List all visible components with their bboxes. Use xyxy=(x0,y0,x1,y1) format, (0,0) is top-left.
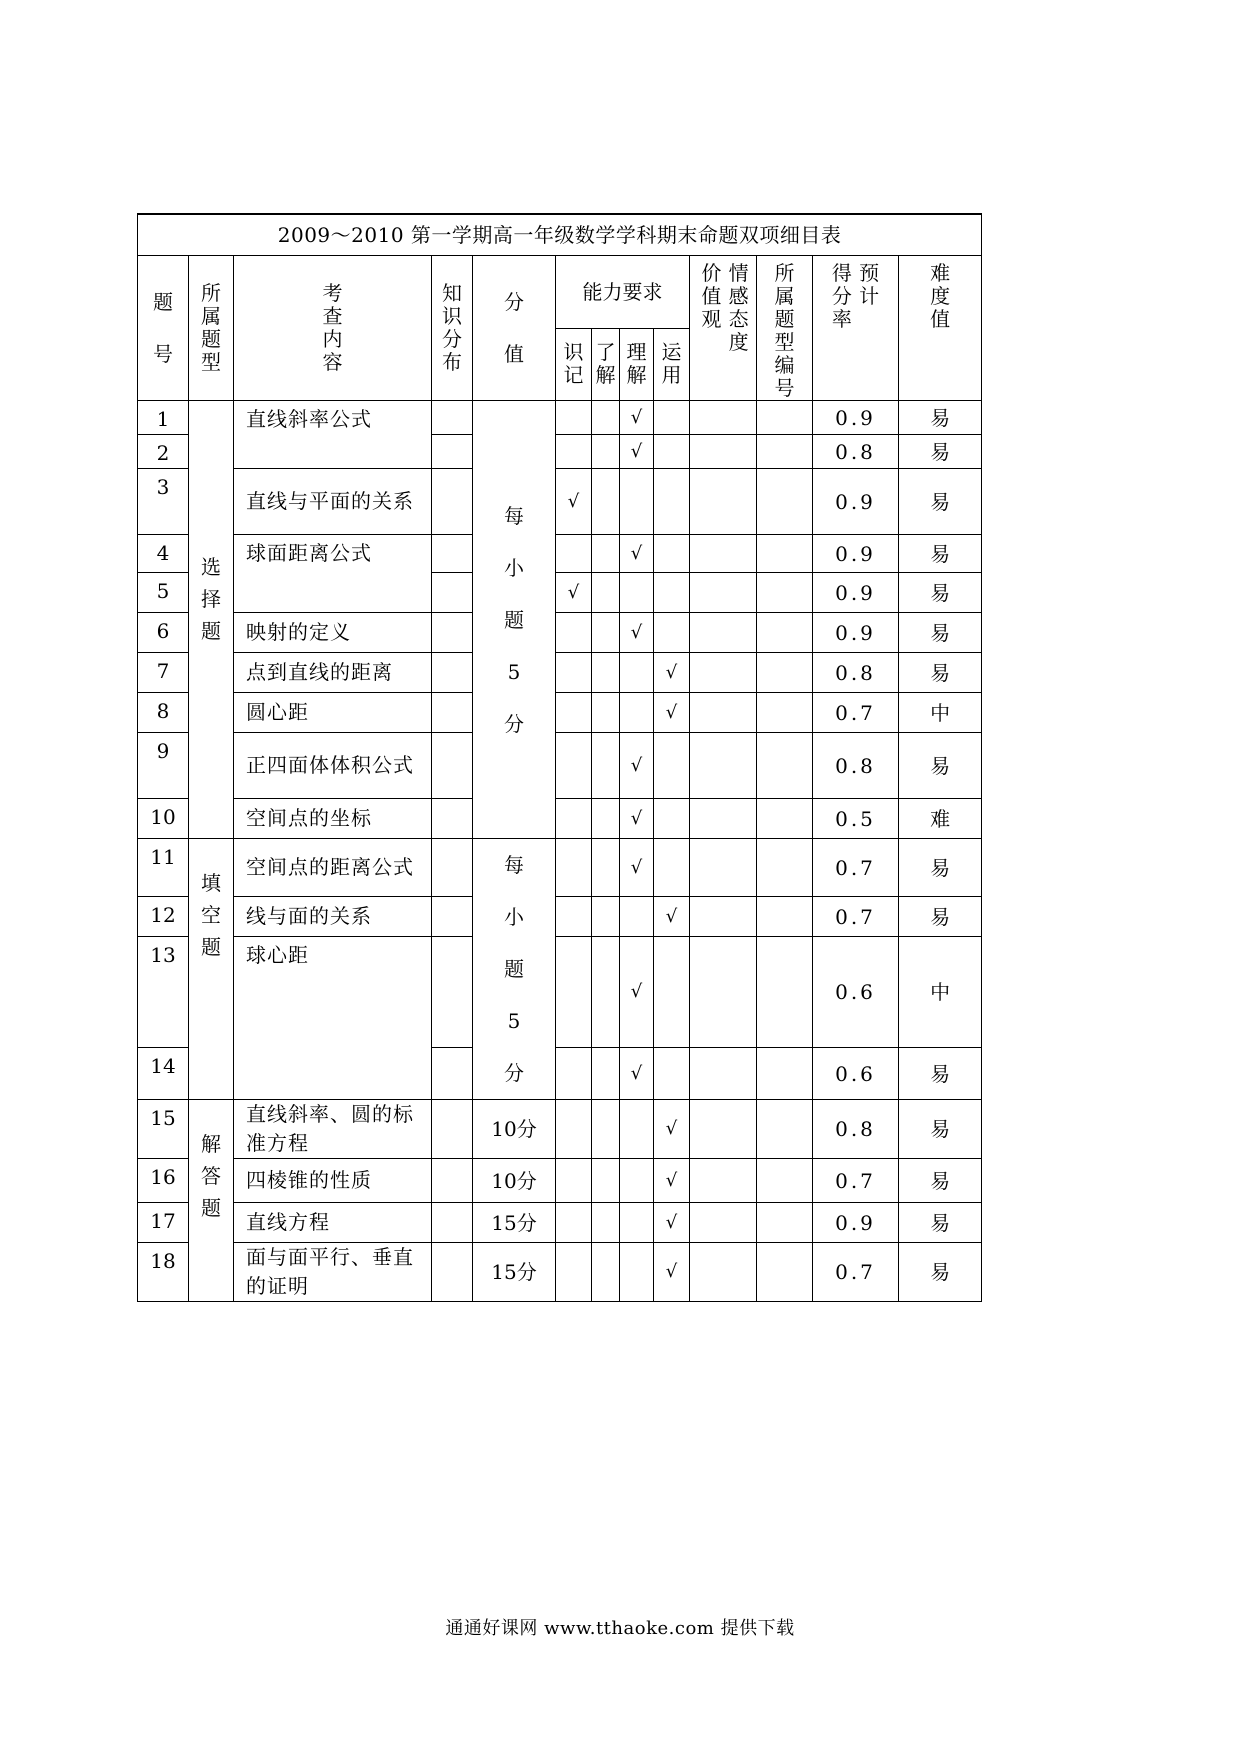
header-content: 考查内容 xyxy=(234,256,432,401)
cell-content: 球面距离公式 xyxy=(234,535,432,613)
cell-ability-2 xyxy=(620,653,654,693)
cell-question-number: 1 xyxy=(138,401,189,435)
table-row xyxy=(138,1203,982,1243)
cell-ability-0 xyxy=(556,897,592,937)
cell-value-attitude xyxy=(690,733,757,799)
table-row xyxy=(138,469,982,535)
cell-type-number xyxy=(757,1159,813,1203)
header-score: 分值 xyxy=(473,256,556,401)
cell-value-attitude xyxy=(690,1159,757,1203)
table-row xyxy=(138,653,982,693)
cell-question-number: 11 xyxy=(138,839,189,897)
cell-expected-rate: 0.9 xyxy=(813,573,899,613)
cell-expected-rate: 0.7 xyxy=(813,897,899,937)
table-row xyxy=(138,535,982,573)
cell-type-number xyxy=(757,733,813,799)
cell-ability-0 xyxy=(556,839,592,897)
cell-difficulty: 易 xyxy=(899,1048,982,1100)
table-row xyxy=(138,1243,982,1302)
cell-type-number xyxy=(757,401,813,435)
cell-question-number: 6 xyxy=(138,613,189,653)
cell-difficulty: 易 xyxy=(899,1159,982,1203)
header-question-number: 题号 xyxy=(138,256,189,401)
cell-ability-1 xyxy=(592,1203,620,1243)
cell-question-number: 16 xyxy=(138,1159,189,1203)
cell-ability-1 xyxy=(592,733,620,799)
cell-difficulty: 中 xyxy=(899,937,982,1048)
cell-knowledge xyxy=(432,1159,473,1203)
header-ability-understand: 理解 xyxy=(620,328,654,401)
cell-type-number xyxy=(757,937,813,1048)
cell-value-attitude xyxy=(690,839,757,897)
cell-content: 空间点的坐标 xyxy=(234,799,432,839)
cell-type-number xyxy=(757,897,813,937)
cell-type-number xyxy=(757,1203,813,1243)
cell-ability-0 xyxy=(556,435,592,469)
cell-ability-1 xyxy=(592,435,620,469)
cell-content: 直线方程 xyxy=(234,1203,432,1243)
cell-ability-1 xyxy=(592,1159,620,1203)
cell-question-type-fill: 填空题 xyxy=(189,839,234,1100)
cell-ability-2: √ xyxy=(620,613,654,653)
cell-expected-rate: 0.9 xyxy=(813,535,899,573)
cell-knowledge xyxy=(432,839,473,897)
cell-type-number xyxy=(757,653,813,693)
cell-difficulty: 易 xyxy=(899,839,982,897)
cell-ability-1 xyxy=(592,839,620,897)
cell-type-number xyxy=(757,839,813,897)
cell-difficulty: 易 xyxy=(899,733,982,799)
cell-knowledge xyxy=(432,613,473,653)
cell-ability-3 xyxy=(654,1048,690,1100)
cell-question-number: 2 xyxy=(138,435,189,469)
cell-ability-0 xyxy=(556,401,592,435)
cell-ability-2 xyxy=(620,897,654,937)
cell-knowledge xyxy=(432,653,473,693)
cell-difficulty: 中 xyxy=(899,693,982,733)
cell-ability-1 xyxy=(592,693,620,733)
cell-content: 直线斜率公式 xyxy=(234,401,432,469)
cell-knowledge xyxy=(432,535,473,573)
table-row xyxy=(138,799,982,839)
table-row xyxy=(138,839,982,897)
footer-download-note: 通通好课网 www.tthaoke.com 提供下载 xyxy=(445,1618,795,1639)
cell-type-number xyxy=(757,693,813,733)
cell-value-attitude xyxy=(690,653,757,693)
cell-ability-3 xyxy=(654,799,690,839)
cell-ability-2: √ xyxy=(620,937,654,1048)
cell-expected-rate: 0.8 xyxy=(813,1100,899,1159)
cell-type-number xyxy=(757,613,813,653)
cell-ability-0 xyxy=(556,1100,592,1159)
cell-ability-2 xyxy=(620,573,654,613)
cell-ability-1 xyxy=(592,1100,620,1159)
cell-ability-2 xyxy=(620,1159,654,1203)
cell-ability-0: √ xyxy=(556,573,592,613)
cell-ability-2 xyxy=(620,1243,654,1302)
cell-ability-0 xyxy=(556,1243,592,1302)
table-title: 2009～2010 第一学期高一年级数学学科期末命题双项细目表 xyxy=(138,214,982,256)
cell-knowledge xyxy=(432,1048,473,1100)
cell-ability-2: √ xyxy=(620,1048,654,1100)
header-value-view: 价值观 xyxy=(701,261,722,331)
cell-ability-0 xyxy=(556,535,592,573)
cell-question-type-choice: 选择题 xyxy=(189,401,234,839)
cell-ability-2: √ xyxy=(620,799,654,839)
cell-difficulty: 易 xyxy=(899,897,982,937)
cell-ability-3 xyxy=(654,733,690,799)
cell-question-number: 3 xyxy=(138,469,189,535)
cell-ability-3 xyxy=(654,839,690,897)
cell-ability-2: √ xyxy=(620,535,654,573)
cell-value-attitude xyxy=(690,469,757,535)
table-row xyxy=(138,897,982,937)
cell-ability-2: √ xyxy=(620,401,654,435)
table-row xyxy=(138,401,982,435)
cell-ability-3: √ xyxy=(654,1100,690,1159)
header-ability: 能力要求 xyxy=(556,256,690,329)
cell-knowledge xyxy=(432,799,473,839)
header-attitude: 情感态度 xyxy=(728,261,749,354)
header-value-attitude xyxy=(690,256,757,401)
cell-ability-2 xyxy=(620,1100,654,1159)
cell-content: 圆心距 xyxy=(234,693,432,733)
cell-content: 空间点的距离公式 xyxy=(234,839,432,897)
cell-knowledge xyxy=(432,733,473,799)
cell-difficulty: 易 xyxy=(899,435,982,469)
cell-value-attitude xyxy=(690,401,757,435)
cell-difficulty: 易 xyxy=(899,573,982,613)
cell-question-number: 14 xyxy=(138,1048,189,1100)
cell-ability-1 xyxy=(592,653,620,693)
cell-ability-3 xyxy=(654,937,690,1048)
header-ability-recall: 识记 xyxy=(556,328,592,401)
cell-difficulty: 易 xyxy=(899,535,982,573)
cell-ability-0 xyxy=(556,1203,592,1243)
cell-expected-rate: 0.9 xyxy=(813,401,899,435)
cell-knowledge xyxy=(432,937,473,1048)
cell-type-number xyxy=(757,435,813,469)
header-type-number: 所属题型编号 xyxy=(757,256,813,401)
cell-ability-2 xyxy=(620,469,654,535)
cell-ability-1 xyxy=(592,1243,620,1302)
cell-value-attitude xyxy=(690,573,757,613)
cell-expected-rate: 0.6 xyxy=(813,937,899,1048)
cell-knowledge xyxy=(432,1100,473,1159)
cell-content: 直线与平面的关系 xyxy=(234,469,432,535)
cell-content: 球心距 xyxy=(234,937,432,1100)
cell-expected-rate: 0.9 xyxy=(813,613,899,653)
cell-expected-rate: 0.7 xyxy=(813,1243,899,1302)
cell-knowledge xyxy=(432,435,473,469)
cell-score: 15分 xyxy=(473,1203,556,1243)
cell-question-number: 7 xyxy=(138,653,189,693)
cell-score: 10分 xyxy=(473,1159,556,1203)
table-row xyxy=(138,1159,982,1203)
cell-ability-3 xyxy=(654,573,690,613)
cell-content: 面与面平行、垂直的证明 xyxy=(234,1243,432,1302)
cell-value-attitude xyxy=(690,693,757,733)
cell-expected-rate: 0.8 xyxy=(813,435,899,469)
cell-ability-3: √ xyxy=(654,693,690,733)
cell-question-number: 4 xyxy=(138,535,189,573)
cell-type-number xyxy=(757,469,813,535)
cell-score-group-choice: 每小题5分 xyxy=(473,401,556,839)
table-row xyxy=(138,733,982,799)
cell-value-attitude xyxy=(690,1048,757,1100)
cell-ability-0: √ xyxy=(556,469,592,535)
cell-question-type-answer: 解答题 xyxy=(189,1100,234,1302)
cell-expected-rate: 0.7 xyxy=(813,693,899,733)
cell-ability-3: √ xyxy=(654,897,690,937)
cell-value-attitude xyxy=(690,1243,757,1302)
cell-ability-2: √ xyxy=(620,435,654,469)
cell-ability-0 xyxy=(556,733,592,799)
cell-knowledge xyxy=(432,897,473,937)
cell-value-attitude xyxy=(690,937,757,1048)
cell-ability-3: √ xyxy=(654,1203,690,1243)
cell-value-attitude xyxy=(690,535,757,573)
cell-content: 直线斜率、圆的标准方程 xyxy=(234,1100,432,1159)
cell-ability-3 xyxy=(654,435,690,469)
table-row xyxy=(138,693,982,733)
cell-expected-rate: 0.8 xyxy=(813,733,899,799)
cell-ability-2 xyxy=(620,1203,654,1243)
cell-difficulty: 易 xyxy=(899,653,982,693)
cell-ability-2 xyxy=(620,693,654,733)
cell-difficulty: 易 xyxy=(899,613,982,653)
cell-content: 正四面体体积公式 xyxy=(234,733,432,799)
cell-difficulty: 难 xyxy=(899,799,982,839)
cell-value-attitude xyxy=(690,1100,757,1159)
cell-knowledge xyxy=(432,1243,473,1302)
table-row xyxy=(138,937,982,1048)
cell-score: 15分 xyxy=(473,1243,556,1302)
cell-ability-0 xyxy=(556,653,592,693)
cell-ability-0 xyxy=(556,799,592,839)
cell-value-attitude xyxy=(690,613,757,653)
cell-ability-3 xyxy=(654,613,690,653)
cell-question-number: 15 xyxy=(138,1100,189,1159)
cell-difficulty: 易 xyxy=(899,401,982,435)
cell-ability-3: √ xyxy=(654,1243,690,1302)
cell-value-attitude xyxy=(690,1203,757,1243)
cell-content: 四棱锥的性质 xyxy=(234,1159,432,1203)
cell-knowledge xyxy=(432,693,473,733)
cell-ability-1 xyxy=(592,535,620,573)
header-expected-rate: 得分率 预计 xyxy=(813,256,899,401)
cell-expected-rate: 0.9 xyxy=(813,469,899,535)
cell-question-number: 13 xyxy=(138,937,189,1048)
header-ability-apply: 运用 xyxy=(654,328,690,401)
cell-ability-1 xyxy=(592,897,620,937)
cell-question-number: 10 xyxy=(138,799,189,839)
cell-ability-0 xyxy=(556,937,592,1048)
cell-expected-rate: 0.7 xyxy=(813,1159,899,1203)
cell-ability-3 xyxy=(654,401,690,435)
cell-difficulty: 易 xyxy=(899,1243,982,1302)
cell-content: 映射的定义 xyxy=(234,613,432,653)
cell-ability-0 xyxy=(556,1159,592,1203)
cell-expected-rate: 0.6 xyxy=(813,1048,899,1100)
cell-value-attitude xyxy=(690,897,757,937)
cell-expected-rate: 0.8 xyxy=(813,653,899,693)
cell-ability-3 xyxy=(654,535,690,573)
cell-type-number xyxy=(757,1100,813,1159)
cell-ability-3: √ xyxy=(654,1159,690,1203)
cell-expected-rate: 0.9 xyxy=(813,1203,899,1243)
header-difficulty: 难度值 xyxy=(899,256,982,401)
cell-question-number: 17 xyxy=(138,1203,189,1243)
cell-type-number xyxy=(757,1048,813,1100)
cell-ability-1 xyxy=(592,1048,620,1100)
cell-type-number xyxy=(757,535,813,573)
cell-question-number: 5 xyxy=(138,573,189,613)
cell-score-group-fill: 每小题5分 xyxy=(473,839,556,1100)
cell-ability-0 xyxy=(556,613,592,653)
header-ability-know: 了解 xyxy=(592,328,620,401)
header-knowledge: 知识分布 xyxy=(432,256,473,401)
cell-knowledge xyxy=(432,573,473,613)
cell-knowledge xyxy=(432,401,473,435)
cell-type-number xyxy=(757,573,813,613)
table-row xyxy=(138,1100,982,1159)
cell-ability-1 xyxy=(592,613,620,653)
cell-question-number: 18 xyxy=(138,1243,189,1302)
cell-content: 线与面的关系 xyxy=(234,897,432,937)
cell-ability-1 xyxy=(592,401,620,435)
cell-ability-1 xyxy=(592,573,620,613)
cell-ability-0 xyxy=(556,1048,592,1100)
cell-difficulty: 易 xyxy=(899,1203,982,1243)
cell-ability-1 xyxy=(592,937,620,1048)
cell-difficulty: 易 xyxy=(899,1100,982,1159)
cell-ability-1 xyxy=(592,799,620,839)
cell-ability-3 xyxy=(654,469,690,535)
cell-knowledge xyxy=(432,469,473,535)
cell-type-number xyxy=(757,799,813,839)
header-question-type: 所属题型 xyxy=(189,256,234,401)
cell-expected-rate: 0.5 xyxy=(813,799,899,839)
cell-ability-2: √ xyxy=(620,733,654,799)
cell-type-number xyxy=(757,1243,813,1302)
cell-ability-0 xyxy=(556,693,592,733)
cell-question-number: 12 xyxy=(138,897,189,937)
cell-value-attitude xyxy=(690,435,757,469)
cell-question-number: 8 xyxy=(138,693,189,733)
cell-difficulty: 易 xyxy=(899,469,982,535)
cell-question-number: 9 xyxy=(138,733,189,799)
cell-score: 10分 xyxy=(473,1100,556,1159)
cell-ability-1 xyxy=(592,469,620,535)
cell-knowledge xyxy=(432,1203,473,1243)
exam-spec-table xyxy=(137,213,982,1302)
cell-ability-3: √ xyxy=(654,653,690,693)
cell-expected-rate: 0.7 xyxy=(813,839,899,897)
table-row xyxy=(138,613,982,653)
cell-ability-2: √ xyxy=(620,839,654,897)
cell-value-attitude xyxy=(690,799,757,839)
cell-content: 点到直线的距离 xyxy=(234,653,432,693)
